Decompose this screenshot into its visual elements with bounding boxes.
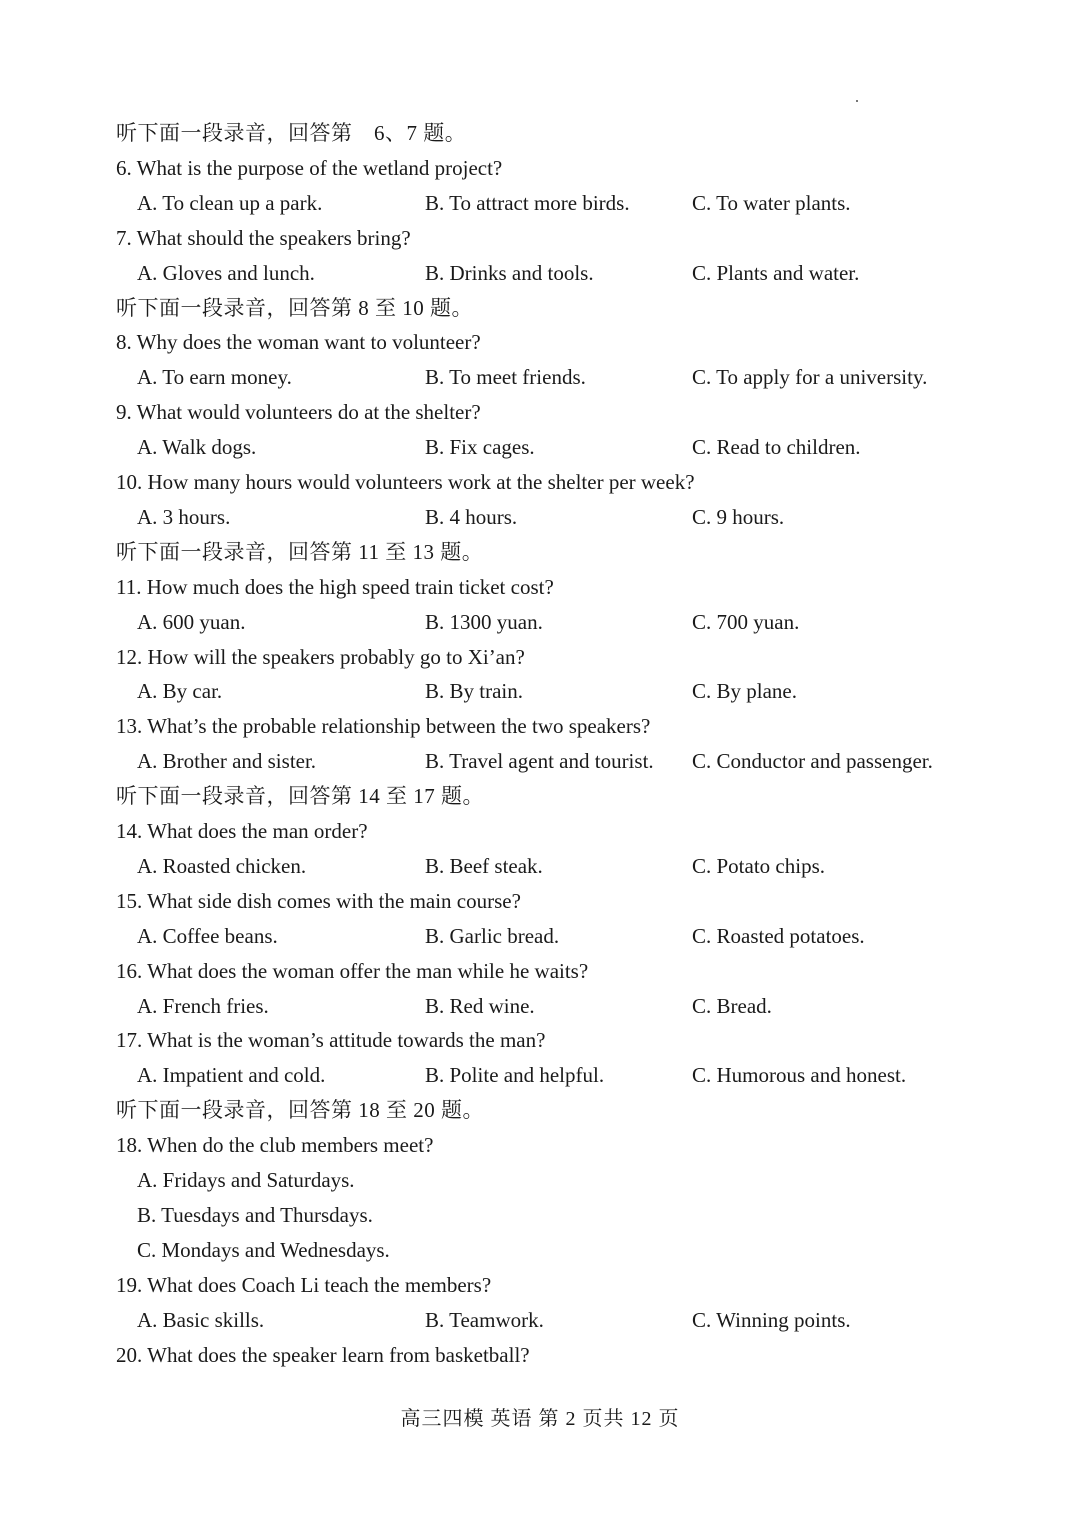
- option-b: B. Tuesdays and Thursdays.: [137, 1202, 373, 1227]
- page-footer: 高三四模 英语 第 2 页共 12 页: [400, 1408, 680, 1430]
- option-b: B. To meet friends.: [425, 365, 586, 390]
- option-c: C. Conductor and passenger.: [692, 749, 933, 774]
- question-line: [0, 327, 1080, 362]
- option-c: C. Bread.: [692, 993, 772, 1018]
- option-a: A. Walk dogs.: [137, 435, 257, 460]
- option-b: B. By train.: [425, 679, 523, 704]
- option-a: A. To clean up a park.: [137, 190, 323, 215]
- options-line: [0, 607, 1080, 642]
- question-text: 14. What does the man order?: [116, 819, 368, 843]
- option-b: B. 4 hours.: [425, 504, 518, 529]
- option-a: A. Basic skills.: [137, 1307, 265, 1332]
- question-text: 11. How much does the high speed train ticket cost?: [116, 574, 554, 599]
- question-text: 17. What is the woman’s attitude towards the man?: [116, 1028, 546, 1053]
- option-c: C. 9 hours.: [692, 504, 785, 529]
- question-text: 8. Why does the woman want to volunteer?: [116, 330, 481, 355]
- options-line: [0, 362, 1080, 397]
- options-line: [0, 1060, 1080, 1095]
- section-heading-text: 听下面一段录音，回答第 8 至 10 题。: [116, 295, 473, 320]
- option-b: B. To attract more birds.: [425, 190, 630, 215]
- option-a: A. Gloves and lunch.: [137, 260, 315, 285]
- option-c: C. To water plants.: [692, 190, 851, 215]
- option-b: B. Polite and helpful.: [425, 1063, 605, 1088]
- question-text: 13. What’s the probable relationship between the two speakers?: [116, 714, 651, 739]
- option-b: B. 1300 yuan.: [425, 609, 543, 634]
- option-a: A. Roasted chicken.: [137, 853, 307, 878]
- question-text: 6. What is the purpose of the wetland project?: [116, 155, 503, 180]
- option-c: C. 700 yuan.: [692, 609, 800, 634]
- options-line: [0, 188, 1080, 223]
- option-a: A. By car.: [137, 679, 223, 704]
- options-line: [0, 258, 1080, 293]
- option-c: C. Humorous and honest.: [692, 1063, 907, 1088]
- question-line: [0, 153, 1080, 188]
- question-text: 16. What does the woman offer the man while he waits?: [116, 958, 589, 983]
- question-line: [0, 1130, 1080, 1165]
- section-heading-text: 听下面一段录音，回答第 14 至 17 题。: [116, 784, 484, 809]
- option-line: [0, 1235, 1080, 1270]
- question-line: [0, 572, 1080, 607]
- option-a: A. 3 hours.: [137, 504, 231, 529]
- option-b: B. Fix cages.: [425, 435, 535, 460]
- options-line: [0, 502, 1080, 537]
- section-heading: [0, 537, 1080, 572]
- question-line: [0, 816, 1080, 851]
- section-heading: [0, 293, 1080, 328]
- option-line: [0, 1165, 1080, 1200]
- question-text: 9. What would volunteers do at the shelter?: [116, 400, 481, 425]
- question-line: [0, 1025, 1080, 1060]
- option-b: B. Beef steak.: [425, 853, 543, 878]
- options-line: [0, 1305, 1080, 1340]
- options-line: [0, 676, 1080, 711]
- question-text: 12. How will the speakers probably go to Xi’an?: [116, 644, 525, 669]
- option-b: B. Garlic bread.: [425, 923, 560, 948]
- question-text: 10. How many hours would volunteers work at the shelter per week?: [116, 470, 695, 494]
- question-text: 19. What does Coach Li teach the members?: [116, 1272, 492, 1297]
- option-b: B. Travel agent and tourist.: [425, 749, 654, 774]
- option-c: C. Winning points.: [692, 1307, 851, 1332]
- option-c: C. Mondays and Wednesdays.: [137, 1237, 390, 1262]
- section-heading: [0, 781, 1080, 816]
- option-a: A. French fries.: [137, 993, 269, 1018]
- options-line: [0, 746, 1080, 781]
- question-line: [0, 956, 1080, 991]
- options-line: [0, 921, 1080, 956]
- section-heading-text: 听下面一段录音，回答第 11 至 13 题。: [116, 539, 484, 564]
- question-line: [0, 1340, 1080, 1375]
- question-text: 7. What should the speakers bring?: [116, 225, 411, 250]
- question-line: [0, 223, 1080, 258]
- option-c: C. Potato chips.: [692, 853, 826, 878]
- option-a: A. To earn money.: [137, 365, 292, 390]
- option-b: B. Drinks and tools.: [425, 260, 594, 285]
- option-line: [0, 1200, 1080, 1235]
- option-c: C. Roasted potatoes.: [692, 923, 865, 948]
- section-heading-text: 听下面一段录音，回答第 18 至 20 题。: [116, 1098, 484, 1123]
- option-a: A. Impatient and cold.: [137, 1063, 326, 1088]
- question-text: 18. When do the club members meet?: [116, 1133, 434, 1158]
- option-c: C. Plants and water.: [692, 260, 860, 285]
- option-a: A. Brother and sister.: [137, 749, 317, 774]
- section-heading: [0, 118, 1080, 153]
- question-line: [0, 397, 1080, 432]
- scan-speck: [856, 100, 858, 102]
- question-text: 20. What does the speaker learn from basketball?: [116, 1342, 530, 1367]
- section-heading-text: 听下面一段录音，回答第 6、7 题。: [116, 121, 467, 145]
- question-line: [0, 1270, 1080, 1305]
- option-c: C. Read to children.: [692, 435, 861, 460]
- option-c: C. By plane.: [692, 679, 797, 704]
- option-a: A. Coffee beans.: [137, 923, 278, 948]
- option-a: A. Fridays and Saturdays.: [137, 1168, 355, 1192]
- question-line: [0, 886, 1080, 921]
- option-a: A. 600 yuan.: [137, 609, 246, 634]
- options-line: [0, 432, 1080, 467]
- options-line: [0, 991, 1080, 1026]
- question-line: [0, 711, 1080, 746]
- question-line: [0, 467, 1080, 502]
- option-b: B. Teamwork.: [425, 1307, 544, 1332]
- question-line: [0, 642, 1080, 677]
- question-text: 15. What side dish comes with the main course?: [116, 888, 521, 913]
- option-c: C. To apply for a university.: [692, 365, 928, 390]
- option-b: B. Red wine.: [425, 993, 535, 1018]
- options-line: [0, 851, 1080, 886]
- section-heading: [0, 1095, 1080, 1130]
